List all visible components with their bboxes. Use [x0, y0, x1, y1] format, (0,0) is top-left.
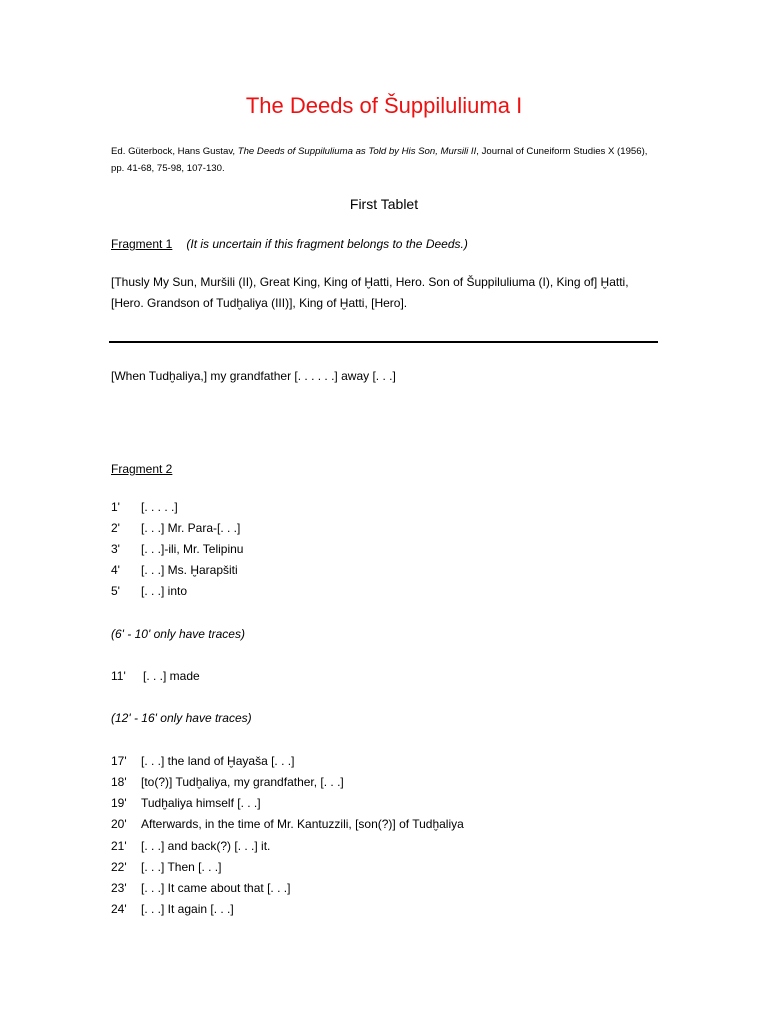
list-item	[111, 859, 221, 875]
traces-note-1: (6' - 10' only have traces)	[111, 627, 245, 641]
line-number: 20'	[111, 817, 127, 831]
line-text: [. . .] It came about that [. . .]	[141, 881, 291, 895]
list-item	[111, 795, 261, 811]
line-number: 3'	[111, 542, 120, 556]
citation-work: The Deeds of Suppiluliuma as Told by His Son, Mursili II	[237, 146, 477, 157]
fragment-2-heading	[111, 461, 172, 477]
line-text: [to(?)] Tudḫaliya, my grandfather, [. . .]	[141, 775, 344, 789]
line-number: 21'	[111, 839, 127, 853]
line-text: [. . . . .]	[141, 500, 178, 514]
citation	[111, 143, 661, 177]
horizontal-divider	[109, 341, 658, 343]
line-text: [. . .] It again [. . .]	[141, 902, 234, 916]
line-text: [. . .]-ili, Mr. Telipinu	[141, 542, 244, 556]
line-text: Tudḫaliya himself [. . .]	[141, 796, 261, 810]
document-title: The Deeds of Šuppiluliuma I	[245, 93, 523, 118]
list-item	[111, 562, 238, 578]
citation-suffix: , Journal of Cuneiform Studies X (1956), pp. 41-68, 75-98, 107-130.	[111, 146, 648, 174]
fragment-1-label: Fragment 1	[111, 237, 173, 251]
line-text: [. . .] into	[141, 584, 188, 598]
line-number: 5'	[111, 584, 120, 598]
tablet-heading: First Tablet	[349, 196, 419, 212]
line-number: 19'	[111, 796, 127, 810]
line-text: [. . .] the land of Ḫayaša [. . .]	[141, 754, 295, 768]
list-item	[111, 880, 290, 896]
list-item	[111, 901, 234, 917]
line-number: 22'	[111, 860, 127, 874]
list-item	[111, 668, 200, 684]
list-item	[111, 520, 240, 536]
list-item	[111, 499, 178, 515]
line-text: Afterwards, in the time of Mr. Kantuzzili, [son(?)] of Tudḫaliya	[141, 817, 464, 831]
list-item	[111, 583, 187, 599]
fragment-1-heading	[111, 236, 468, 252]
fragment-1-note: (It is uncertain if this fragment belongs to the Deeds.)	[186, 237, 468, 251]
fragment-1-intro: [Thusly My Sun, Muršili (II), Great King, King of Ḫatti, Hero. Son of Šuppiluliuma (I), King of] Ḫatti, [Hero. Grandson of Tudḫaliya (III)], King of Ḫatti, [Hero].	[111, 275, 629, 310]
line-text: [. . .] and back(?) [. . .] it.	[141, 839, 271, 853]
list-item	[111, 816, 464, 832]
list-item	[111, 838, 270, 854]
line-text: [. . .] Mr. Para-[. . .]	[141, 521, 241, 535]
line-number: 1'	[111, 500, 120, 514]
line-text: [. . .] Then [. . .]	[141, 860, 222, 874]
line-text: [. . .] made	[143, 669, 200, 683]
line-number: 11'	[111, 669, 126, 683]
fragment-1-text: [When Tudḫaliya,] my grandfather [. . . . . .] away [. . .]	[111, 369, 396, 383]
line-number: 17'	[111, 754, 127, 768]
line-number: 18'	[111, 775, 127, 789]
line-number: 24'	[111, 902, 127, 916]
list-item	[111, 541, 243, 557]
citation-prefix: Ed. Güterbock, Hans Gustav,	[111, 146, 238, 157]
list-item	[111, 753, 294, 769]
line-number: 4'	[111, 563, 120, 577]
line-number: 23'	[111, 881, 127, 895]
traces-note-2: (12' - 16' only have traces)	[111, 711, 252, 725]
fragment-2-label: Fragment 2	[111, 462, 173, 476]
line-number: 2'	[111, 521, 120, 535]
line-text: [. . .] Ms. Ḫarapšiti	[141, 563, 238, 577]
list-item	[111, 774, 344, 790]
